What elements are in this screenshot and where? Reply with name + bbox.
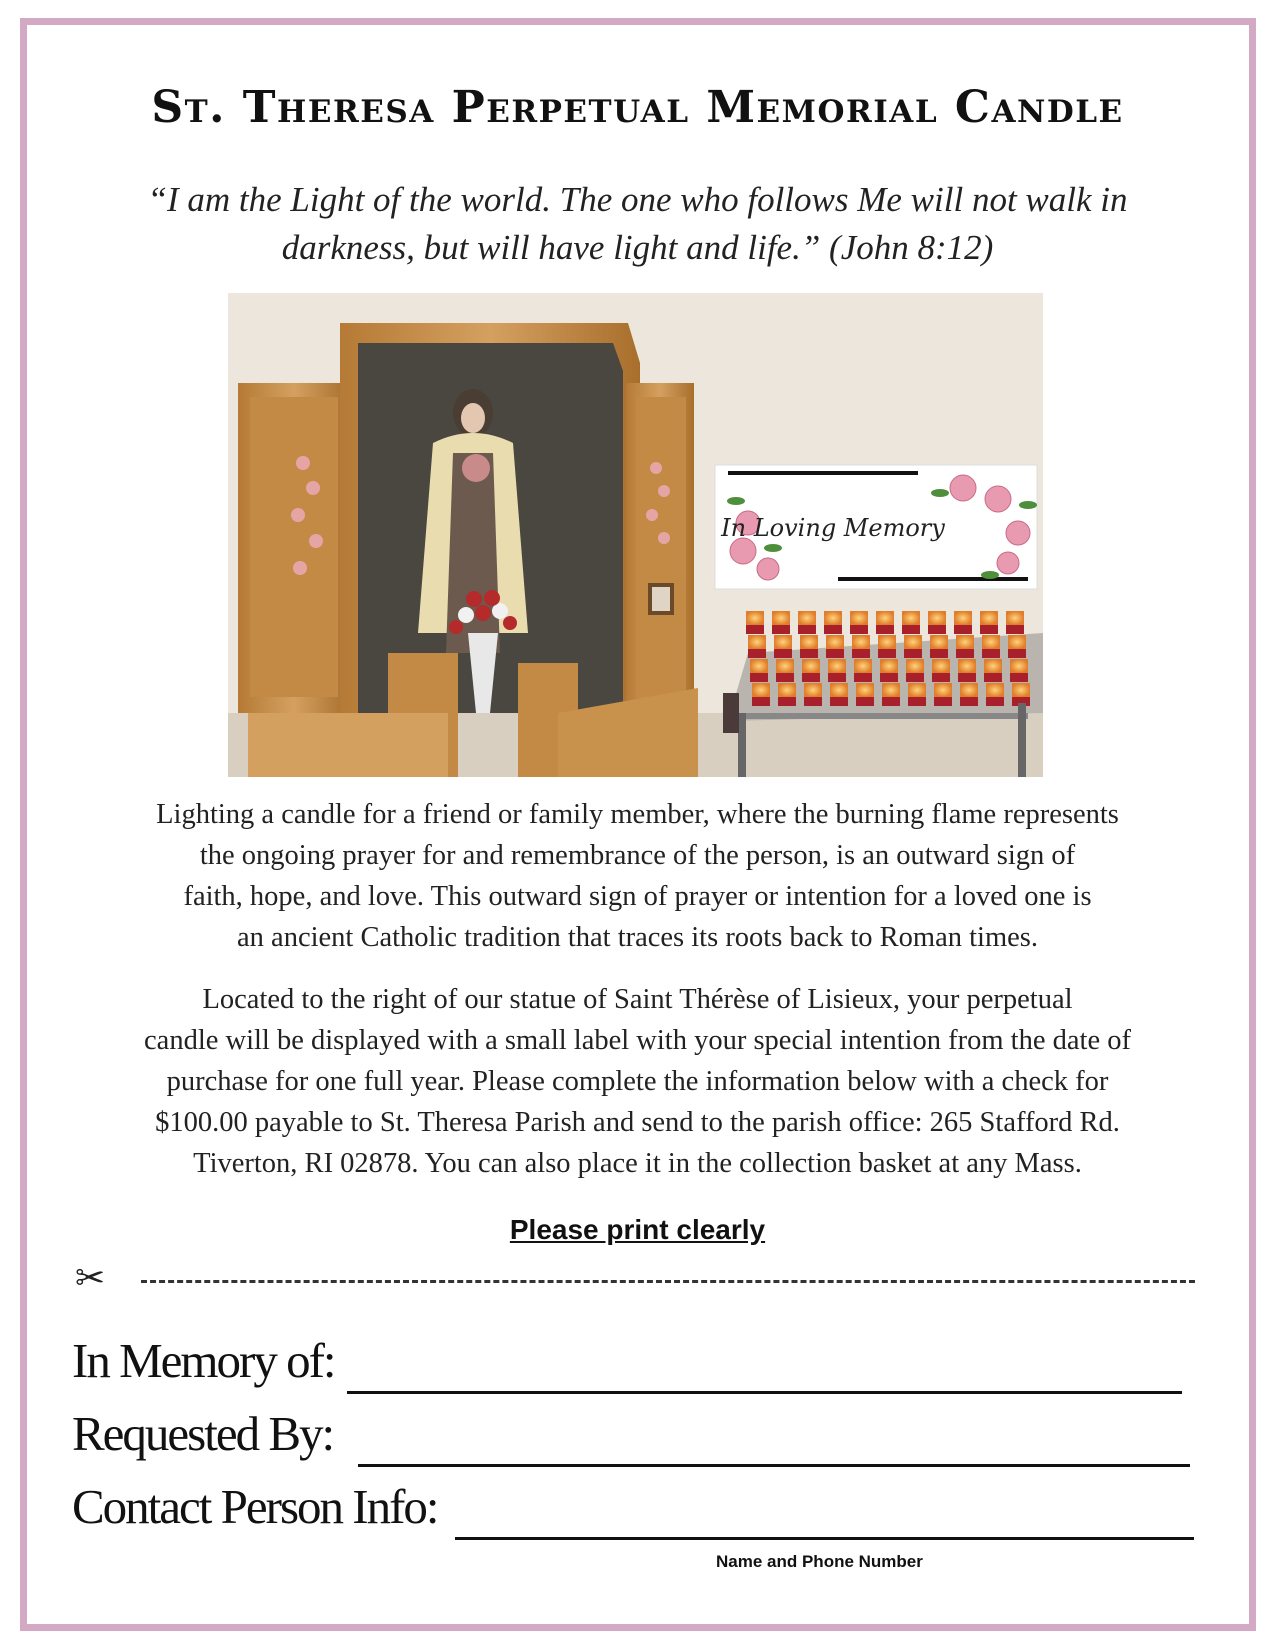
candle-glass bbox=[932, 659, 950, 673]
candle-base bbox=[958, 673, 976, 682]
intro-line: the ongoing prayer for and remembrance of the person, is an outward sign of bbox=[199, 840, 1076, 871]
candle-glass bbox=[1006, 611, 1024, 625]
candle-glass bbox=[746, 611, 764, 625]
candle-glass bbox=[852, 635, 870, 649]
candle-glass bbox=[778, 683, 796, 697]
candle-base bbox=[804, 697, 822, 706]
candle-base bbox=[856, 697, 874, 706]
candle-base bbox=[778, 697, 796, 706]
candle-glass bbox=[930, 635, 948, 649]
candle-base bbox=[986, 697, 1004, 706]
candle-base bbox=[882, 697, 900, 706]
intro-line: an ancient Catholic tradition that traces its roots back to Roman times. bbox=[237, 922, 1038, 953]
details-line: purchase for one full year. Please complete the information below with a check for bbox=[166, 1066, 1109, 1097]
candle-glass bbox=[776, 659, 794, 673]
candle-glass bbox=[902, 611, 920, 625]
candle-base bbox=[826, 649, 844, 658]
candle-glass bbox=[772, 611, 790, 625]
candle-base bbox=[956, 649, 974, 658]
quote-line-1: “I am the Light of the world. The one who follows Me will not walk in bbox=[147, 180, 1128, 219]
candle-glass bbox=[980, 611, 998, 625]
contact-field[interactable] bbox=[72, 1478, 1194, 1548]
candle-base bbox=[750, 673, 768, 682]
candle-glass bbox=[984, 659, 1002, 673]
candle-base bbox=[798, 625, 816, 634]
candle-glass bbox=[876, 611, 894, 625]
contact-line[interactable] bbox=[455, 1537, 1194, 1540]
candle-glass bbox=[854, 659, 872, 673]
candle-base bbox=[930, 649, 948, 658]
candle-base bbox=[772, 625, 790, 634]
candle-base bbox=[800, 649, 818, 658]
candle-glass bbox=[824, 611, 842, 625]
candle-base bbox=[802, 673, 820, 682]
candle-base bbox=[902, 625, 920, 634]
shrine-illustration bbox=[228, 293, 1043, 777]
candle-base bbox=[774, 649, 792, 658]
candle-glass bbox=[850, 611, 868, 625]
intro-line: Lighting a candle for a friend or family member, where the burning flame represents bbox=[156, 799, 1119, 830]
candle-glass bbox=[802, 659, 820, 673]
candle-base bbox=[876, 625, 894, 634]
requested-field[interactable] bbox=[72, 1405, 1190, 1475]
requested-label: Requested By: bbox=[72, 1406, 334, 1461]
candle-base bbox=[850, 625, 868, 634]
candle-base bbox=[984, 673, 1002, 682]
candle-base bbox=[830, 697, 848, 706]
candle-glass bbox=[982, 635, 1000, 649]
candle-glass bbox=[960, 683, 978, 697]
candle-base bbox=[980, 625, 998, 634]
candle-base bbox=[828, 673, 846, 682]
candle-base bbox=[752, 697, 770, 706]
candle-glass bbox=[748, 635, 766, 649]
cut-line bbox=[75, 1258, 1195, 1299]
candle-base bbox=[960, 697, 978, 706]
candle-glass bbox=[1008, 635, 1026, 649]
candle-glass bbox=[774, 635, 792, 649]
candle-glass bbox=[856, 683, 874, 697]
intro-line: faith, hope, and love. This outward sign of prayer or intention for a loved one is bbox=[183, 881, 1092, 912]
details-line: Tiverton, RI 02878. You can also place it in the collection basket at any Mass. bbox=[193, 1148, 1082, 1179]
candle-base bbox=[1010, 673, 1028, 682]
memory-line[interactable] bbox=[347, 1391, 1182, 1394]
candle-base bbox=[934, 697, 952, 706]
candle-base bbox=[1008, 649, 1026, 658]
candle-glass bbox=[800, 635, 818, 649]
candle-glass bbox=[882, 683, 900, 697]
candle-glass bbox=[934, 683, 952, 697]
details-paragraph bbox=[0, 979, 1275, 1184]
candle-glass bbox=[798, 611, 816, 625]
candle-base bbox=[746, 625, 764, 634]
candle-base bbox=[854, 673, 872, 682]
shrine-photo bbox=[228, 293, 1043, 777]
candle-glass bbox=[750, 659, 768, 673]
candle-glass bbox=[826, 635, 844, 649]
candle-glass bbox=[878, 635, 896, 649]
contact-hint: Name and Phone Number bbox=[716, 1552, 923, 1571]
details-line: candle will be displayed with a small label with your special intention from the date of bbox=[144, 1025, 1131, 1056]
candle-base bbox=[776, 673, 794, 682]
candle-base bbox=[852, 649, 870, 658]
candle-glass bbox=[752, 683, 770, 697]
candle-base bbox=[1006, 625, 1024, 634]
candle-glass bbox=[880, 659, 898, 673]
scripture-quote bbox=[90, 176, 1185, 272]
page-title: St. Theresa Perpetual Memorial Candle bbox=[151, 82, 1124, 133]
candle-base bbox=[880, 673, 898, 682]
candle-base bbox=[928, 625, 946, 634]
candle-glass bbox=[830, 683, 848, 697]
candle-base bbox=[908, 697, 926, 706]
requested-line[interactable] bbox=[358, 1464, 1190, 1467]
quote-line-2: darkness, but will have light and life.” (John 8:12) bbox=[281, 228, 994, 267]
candle-base bbox=[906, 673, 924, 682]
memory-sign-text: In Loving Memory bbox=[721, 514, 945, 542]
details-line: $100.00 payable to St. Theresa Parish and send to the parish office: 265 Stafford Rd. bbox=[155, 1107, 1120, 1138]
candle-glass bbox=[904, 635, 922, 649]
candle-glass bbox=[804, 683, 822, 697]
candle-glass bbox=[954, 611, 972, 625]
candle-base bbox=[878, 649, 896, 658]
candle-glass bbox=[958, 659, 976, 673]
candle-glass bbox=[906, 659, 924, 673]
print-clearly-label: Please print clearly bbox=[509, 1214, 766, 1245]
intro-paragraph bbox=[0, 794, 1275, 958]
candle-glass bbox=[1010, 659, 1028, 673]
candle-base bbox=[824, 625, 842, 634]
candle-base bbox=[982, 649, 1000, 658]
candle-glass bbox=[908, 683, 926, 697]
candle-glass bbox=[928, 611, 946, 625]
candle-base bbox=[904, 649, 922, 658]
candle-glass bbox=[1012, 683, 1030, 697]
candle-glass bbox=[986, 683, 1004, 697]
details-line: Located to the right of our statue of Saint Thérèse of Lisieux, your perpetual bbox=[202, 984, 1073, 1015]
candle-glass bbox=[828, 659, 846, 673]
candle-base bbox=[932, 673, 950, 682]
memory-label: In Memory of: bbox=[72, 1333, 335, 1388]
candle-base bbox=[748, 649, 766, 658]
memory-field[interactable] bbox=[72, 1332, 1182, 1402]
dashed-line bbox=[141, 1280, 1195, 1283]
contact-label: Contact Person Info: bbox=[72, 1479, 438, 1534]
candle-glass bbox=[956, 635, 974, 649]
scissors-icon: ✂ bbox=[75, 1258, 106, 1299]
candle-base bbox=[954, 625, 972, 634]
